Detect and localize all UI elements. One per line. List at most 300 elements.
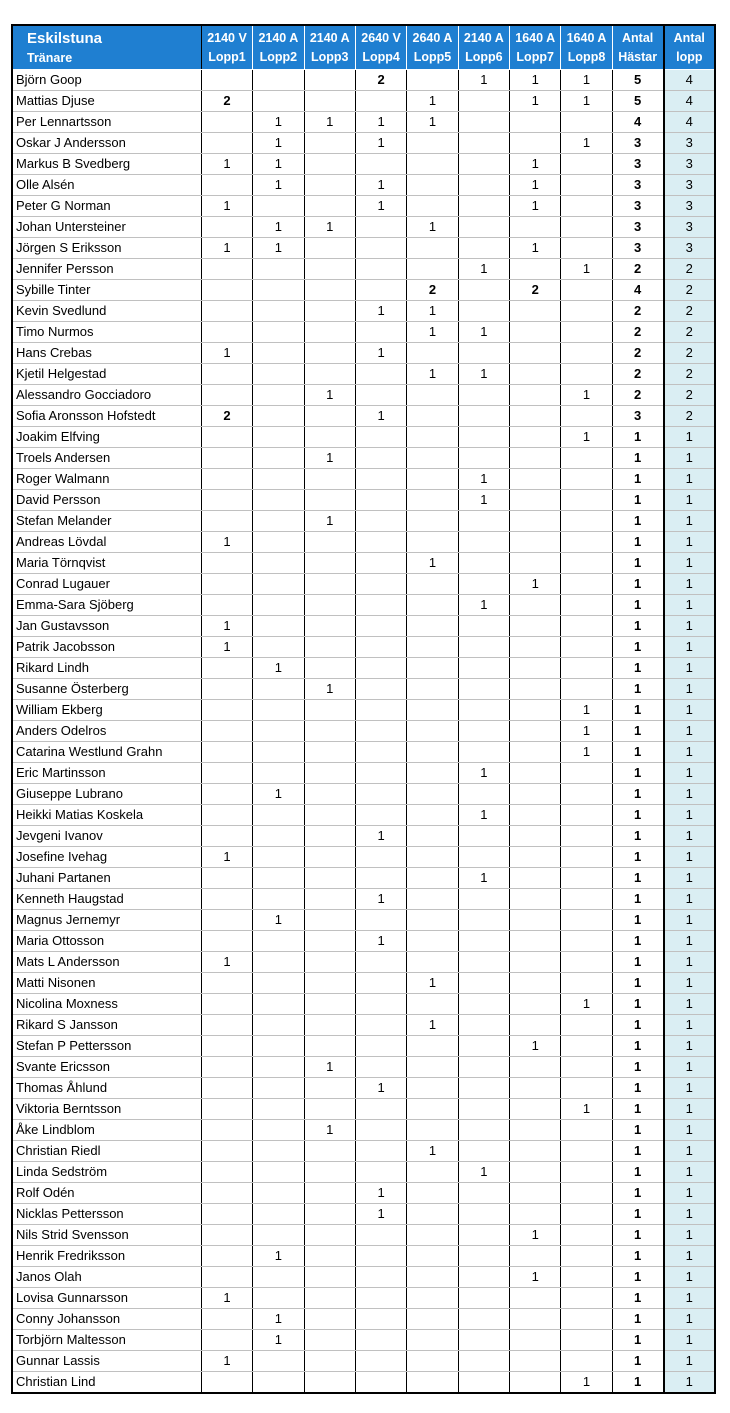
race-3-cell [304,553,355,574]
race-6-cell [458,385,509,406]
race-5-cell [407,784,458,805]
race-7-cell [510,1162,561,1183]
race-8-cell [561,616,612,637]
races-count-cell: 1 [664,784,715,805]
race-5-cell [407,469,458,490]
horses-count-cell: 2 [612,364,663,385]
race-3-cell [304,175,355,196]
race-5-cell [407,1351,458,1372]
race-1-cell [201,994,252,1015]
race-8-cell [561,1141,612,1162]
race-5-cell [407,448,458,469]
race-7-cell [510,1057,561,1078]
race-1-cell: 1 [201,343,252,364]
race-1-cell: 1 [201,532,252,553]
race-8-cell [561,1162,612,1183]
race-4-cell [355,784,406,805]
header-race-3 [304,25,355,70]
races-count-cell: 1 [664,1246,715,1267]
races-count-cell: 1 [664,1288,715,1309]
trainer-name-cell: Stefan Melander [12,511,201,532]
race-2-cell [253,889,304,910]
race-1-cell: 2 [201,91,252,112]
race-6-cell [458,154,509,175]
race-3-cell [304,1246,355,1267]
race-3-cell [304,1162,355,1183]
race-4-cell [355,490,406,511]
horses-label-line1: Antal [622,30,654,45]
trainer-name-cell: Susanne Österberg [12,679,201,700]
race-3-cell [304,721,355,742]
race-1-cell [201,1099,252,1120]
race-3-cell: 1 [304,112,355,133]
horses-count-cell: 5 [612,70,663,91]
race-3-cell: 1 [304,217,355,238]
race-8-cell [561,1204,612,1225]
trainer-name-cell: Rolf Odén [12,1183,201,1204]
horses-count-cell: 1 [612,1120,663,1141]
races-count-cell: 1 [664,1204,715,1225]
table-row [12,91,715,112]
race-6-cell [458,742,509,763]
race-8-cell: 1 [561,700,612,721]
race-5-cell: 1 [407,217,458,238]
race-6-cell: 1 [458,490,509,511]
race-4-cell [355,1330,406,1351]
race-1-cell [201,721,252,742]
race-6-cell [458,910,509,931]
race-8-cell [561,1078,612,1099]
horses-count-cell: 3 [612,217,663,238]
race-6-cell [458,1015,509,1036]
race-6-cell [458,721,509,742]
horses-count-cell: 1 [612,1372,663,1394]
race-5-cell: 1 [407,91,458,112]
horses-count-cell: 1 [612,1057,663,1078]
horses-count-cell: 2 [612,385,663,406]
race-4-cell [355,259,406,280]
race-2-cell [253,406,304,427]
trainer-name-cell: Mats L Andersson [12,952,201,973]
table-row [12,910,715,931]
race-2-cell [253,1267,304,1288]
race-2-cell [253,322,304,343]
race-4-cell: 1 [355,1183,406,1204]
race-1-cell [201,973,252,994]
race-7-cell [510,1372,561,1394]
horses-count-cell: 2 [612,343,663,364]
race-2-cell [253,1351,304,1372]
race-2-cell [253,616,304,637]
trainer-name-cell: Mattias Djuse [12,91,201,112]
race-4-cell [355,658,406,679]
race-3-cell: 1 [304,511,355,532]
table-header [12,25,715,70]
race-8-cell [561,448,612,469]
race-number-label: Lopp8 [567,49,606,64]
table-row [12,763,715,784]
race-5-cell [407,1288,458,1309]
race-2-cell [253,553,304,574]
trainer-name-cell: Henrik Fredriksson [12,1246,201,1267]
horses-count-cell: 3 [612,196,663,217]
race-3-cell: 1 [304,448,355,469]
race-8-cell [561,280,612,301]
race-4-cell [355,448,406,469]
race-5-cell [407,154,458,175]
race-8-cell [561,217,612,238]
races-count-cell: 1 [664,1183,715,1204]
trainer-name-cell: Maria Törnqvist [12,553,201,574]
table-row [12,637,715,658]
race-1-cell: 1 [201,154,252,175]
table-row [12,1099,715,1120]
race-2-cell: 1 [253,1330,304,1351]
race-2-cell [253,1225,304,1246]
race-1-cell: 1 [201,238,252,259]
horses-count-cell: 1 [612,952,663,973]
table-row [12,175,715,196]
race-7-cell [510,868,561,889]
race-8-cell: 1 [561,1372,612,1394]
race-3-cell [304,1225,355,1246]
trainer-name-cell: Torbjörn Maltesson [12,1330,201,1351]
races-count-cell: 2 [664,406,715,427]
table-row [12,574,715,595]
race-track-label: 1640 A [515,30,556,45]
race-3-cell [304,1267,355,1288]
race-7-cell [510,385,561,406]
races-count-cell: 1 [664,1099,715,1120]
horses-count-cell: 1 [612,1267,663,1288]
trainer-name-cell: Heikki Matias Koskela [12,805,201,826]
trainer-name-cell: Olle Alsén [12,175,201,196]
races-count-cell: 3 [664,133,715,154]
race-track-label: 2640 A [412,30,453,45]
race-2-cell [253,994,304,1015]
trainer-name-cell: Kjetil Helgestad [12,364,201,385]
races-count-cell: 1 [664,1372,715,1394]
race-7-cell [510,910,561,931]
race-6-cell [458,931,509,952]
race-4-cell: 1 [355,406,406,427]
horses-count-cell: 1 [612,868,663,889]
race-1-cell [201,217,252,238]
race-5-cell [407,427,458,448]
race-8-cell [561,1288,612,1309]
race-6-cell: 1 [458,259,509,280]
races-count-cell: 1 [664,1330,715,1351]
horses-count-cell: 1 [612,847,663,868]
table-row [12,616,715,637]
race-5-cell [407,763,458,784]
race-track-label: 2640 V [361,30,401,45]
trainer-name-cell: Anders Odelros [12,721,201,742]
race-5-cell: 1 [407,112,458,133]
race-7-cell [510,1078,561,1099]
race-7-cell: 1 [510,1036,561,1057]
race-4-cell [355,1288,406,1309]
race-7-cell [510,133,561,154]
trainer-name-cell: Svante Ericsson [12,1057,201,1078]
race-1-cell [201,301,252,322]
table-row [12,133,715,154]
horses-count-cell: 1 [612,700,663,721]
race-2-cell [253,973,304,994]
trainer-name-cell: Sofia Aronsson Hofstedt [12,406,201,427]
race-6-cell [458,700,509,721]
race-1-cell [201,595,252,616]
trainer-name-cell: Magnus Jernemyr [12,910,201,931]
race-8-cell [561,1015,612,1036]
races-count-cell: 4 [664,70,715,91]
trainer-name-cell: Sybille Tinter [12,280,201,301]
race-6-cell [458,238,509,259]
race-6-cell [458,637,509,658]
race-6-cell [458,1225,509,1246]
race-2-cell [253,952,304,973]
race-1-cell [201,658,252,679]
race-8-cell [561,637,612,658]
race-8-cell [561,175,612,196]
races-count-cell: 1 [664,1141,715,1162]
trainer-name-cell: Maria Ottosson [12,931,201,952]
trainer-name-cell: Jevgeni Ivanov [12,826,201,847]
horses-count-cell: 1 [612,1288,663,1309]
race-4-cell [355,1057,406,1078]
trainer-name-cell: Lovisa Gunnarsson [12,1288,201,1309]
race-7-cell: 1 [510,175,561,196]
race-8-cell: 1 [561,259,612,280]
race-5-cell [407,805,458,826]
race-number-label: Lopp6 [465,49,503,64]
horses-count-cell: 1 [612,1246,663,1267]
race-7-cell [510,364,561,385]
race-7-cell: 1 [510,574,561,595]
races-count-cell: 1 [664,1309,715,1330]
race-6-cell [458,175,509,196]
race-2-cell [253,385,304,406]
race-3-cell [304,952,355,973]
race-3-cell [304,868,355,889]
race-5-cell [407,700,458,721]
race-7-cell [510,553,561,574]
race-3-cell [304,1078,355,1099]
race-2-cell [253,679,304,700]
race-3-cell: 1 [304,385,355,406]
race-5-cell [407,1036,458,1057]
table-row [12,217,715,238]
race-4-cell [355,154,406,175]
race-6-cell [458,1120,509,1141]
races-count-cell: 3 [664,217,715,238]
trainer-name-cell: Patrik Jacobsson [12,637,201,658]
races-count-cell: 1 [664,889,715,910]
race-5-cell [407,1099,458,1120]
race-2-cell [253,490,304,511]
horses-count-cell: 1 [612,721,663,742]
race-4-cell [355,952,406,973]
race-5-cell [407,175,458,196]
race-7-cell: 1 [510,196,561,217]
horses-count-cell: 1 [612,469,663,490]
race-4-cell [355,721,406,742]
race-2-cell [253,574,304,595]
race-2-cell: 1 [253,784,304,805]
race-8-cell [561,1120,612,1141]
race-4-cell [355,1141,406,1162]
race-2-cell [253,868,304,889]
trainer-name-cell: Conrad Lugauer [12,574,201,595]
race-1-cell: 2 [201,406,252,427]
trainer-name-cell: Hans Crebas [12,343,201,364]
race-5-cell [407,490,458,511]
race-4-cell: 1 [355,133,406,154]
race-8-cell: 1 [561,427,612,448]
race-1-cell [201,1309,252,1330]
race-2-cell [253,847,304,868]
race-8-cell [561,889,612,910]
races-count-cell: 1 [664,490,715,511]
races-count-cell: 1 [664,1267,715,1288]
race-7-cell: 1 [510,1225,561,1246]
race-3-cell [304,196,355,217]
race-1-cell: 1 [201,637,252,658]
race-track-label: 2140 A [309,30,350,45]
race-1-cell [201,112,252,133]
race-8-cell [561,847,612,868]
race-5-cell: 1 [407,1015,458,1036]
horses-count-cell: 1 [612,1309,663,1330]
race-6-cell [458,511,509,532]
race-4-cell [355,868,406,889]
race-7-cell [510,637,561,658]
trainer-name-cell: Emma-Sara Sjöberg [12,595,201,616]
race-4-cell [355,91,406,112]
race-8-cell [561,952,612,973]
race-3-cell [304,1183,355,1204]
race-3-cell [304,889,355,910]
table-row [12,532,715,553]
race-6-cell: 1 [458,364,509,385]
race-2-cell [253,70,304,91]
race-1-cell [201,469,252,490]
race-1-cell [201,322,252,343]
race-5-cell [407,1225,458,1246]
race-5-cell [407,595,458,616]
race-2-cell [253,364,304,385]
race-4-cell [355,1099,406,1120]
table-row [12,1309,715,1330]
race-2-cell [253,1078,304,1099]
race-6-cell [458,847,509,868]
race-6-cell: 1 [458,805,509,826]
race-1-cell [201,910,252,931]
race-7-cell [510,763,561,784]
race-6-cell [458,658,509,679]
horses-count-cell: 1 [612,1141,663,1162]
race-7-cell [510,112,561,133]
trainer-name-cell: Per Lennartsson [12,112,201,133]
race-8-cell [561,553,612,574]
race-6-cell: 1 [458,469,509,490]
trainer-name-cell: Jan Gustavsson [12,616,201,637]
race-1-cell: 1 [201,1351,252,1372]
race-5-cell [407,679,458,700]
horses-count-cell: 1 [612,427,663,448]
race-6-cell [458,1288,509,1309]
race-1-cell [201,1204,252,1225]
table-row [12,1078,715,1099]
race-2-cell [253,1162,304,1183]
race-4-cell [355,637,406,658]
race-6-cell [458,1351,509,1372]
race-4-cell [355,238,406,259]
race-1-cell [201,574,252,595]
race-5-cell [407,343,458,364]
table-row [12,805,715,826]
race-8-cell [561,532,612,553]
race-track-label: 2140 V [207,30,247,45]
races-count-cell: 1 [664,1057,715,1078]
race-8-cell [561,112,612,133]
race-2-cell [253,196,304,217]
race-2-cell [253,469,304,490]
race-8-cell: 1 [561,721,612,742]
race-1-cell [201,805,252,826]
trainer-name-cell: Gunnar Lassis [12,1351,201,1372]
race-2-cell [253,259,304,280]
trainer-stats-table [11,24,716,1394]
race-7-cell [510,343,561,364]
races-count-cell: 2 [664,301,715,322]
races-count-label-line2: lopp [676,49,703,64]
race-3-cell [304,742,355,763]
race-4-cell [355,280,406,301]
race-6-cell: 1 [458,1162,509,1183]
race-4-cell: 1 [355,196,406,217]
race-6-cell: 1 [458,322,509,343]
race-3-cell [304,805,355,826]
race-8-cell [561,301,612,322]
race-6-cell [458,574,509,595]
race-1-cell [201,1372,252,1394]
race-track-label: 2140 A [463,30,504,45]
header-race-5 [407,25,458,70]
table-row [12,364,715,385]
races-count-cell: 1 [664,1120,715,1141]
race-6-cell [458,784,509,805]
race-3-cell [304,259,355,280]
horses-count-cell: 1 [612,1225,663,1246]
table-row [12,469,715,490]
races-count-cell: 1 [664,1015,715,1036]
race-3-cell [304,343,355,364]
race-3-cell [304,910,355,931]
race-2-cell [253,931,304,952]
races-count-cell: 1 [664,742,715,763]
race-7-cell [510,427,561,448]
race-6-cell [458,1246,509,1267]
race-7-cell [510,1351,561,1372]
race-7-cell [510,994,561,1015]
race-2-cell [253,826,304,847]
race-6-cell [458,973,509,994]
header-race-4 [355,25,406,70]
horses-count-cell: 3 [612,238,663,259]
races-count-cell: 1 [664,1078,715,1099]
race-2-cell [253,1036,304,1057]
